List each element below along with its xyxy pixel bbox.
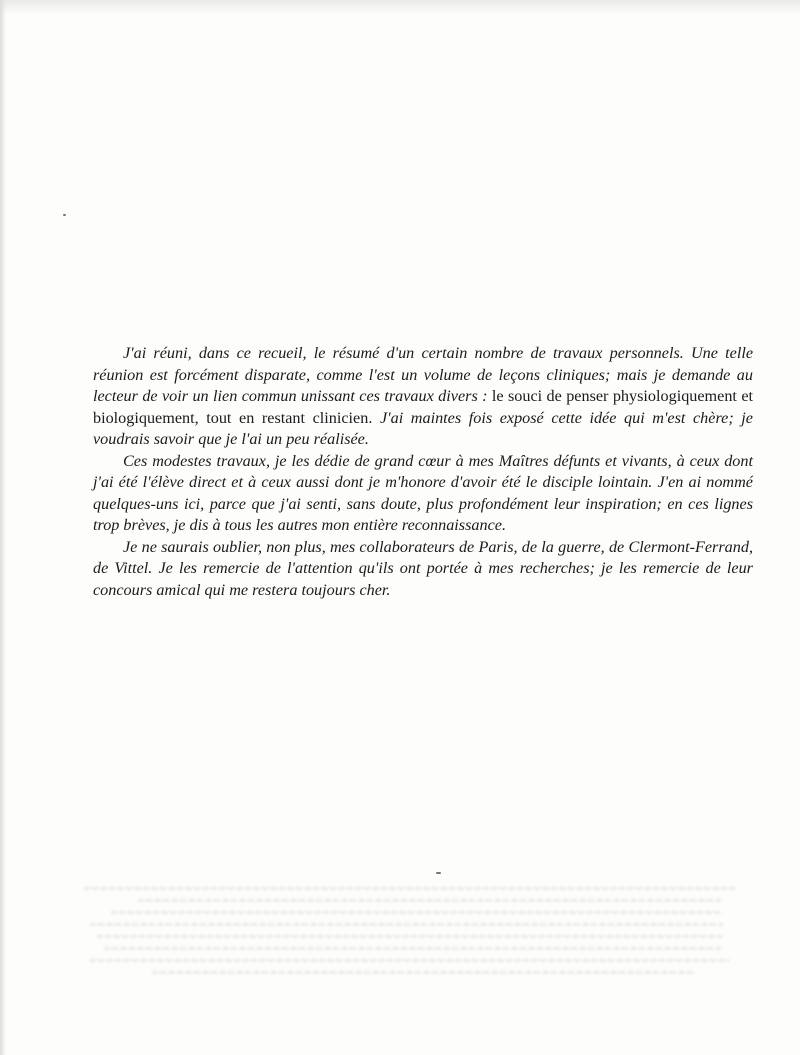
paragraph-2-segment-1: Ces modestes travaux, je les dédie de grand cœur à mes Maîtres défunts et vivants, à ceux dont j'ai été l'élève direct et à ceux aussi dont je m'honore d'avoir été le disciple lointain. J'en ai nommé quelques-uns ici, parce que j'ai senti, sans doute, plus profondément leur inspiration; en ces lignes trop brèves, je dis à tous les autres mon entière reconnaissance. <box>93 451 753 534</box>
paragraph-1-segment-1: J'ai réuni, dans ce recueil, le résumé d'un certain nombre de travaux personnels. Une telle réunion est forcément disparate, comme l'est un volume de leçons cliniques; mais je demande au lecteur de voir un lien commun unissant ces travaux divers : <box>93 344 753 405</box>
paragraph-1-segment-3: J'ai maintes fois exposé cette idée qui m'est chère; je voudrais savoir que je l'ai un peu réalisée. <box>93 408 753 448</box>
paper-speck <box>436 872 441 874</box>
paper-speck <box>63 214 66 216</box>
preface-text <box>93 343 753 601</box>
paragraph-1 <box>93 343 753 451</box>
paragraph-3-segment-1: Je ne saurais oublier, non plus, mes collaborateurs de Paris, de la guerre, de Clermont-Ferrand, de Vittel. Je les remercie de l'attention qu'ils ont portée à mes recherches; je les remercie de leur concours amical qui me restera toujours cher. <box>93 537 753 599</box>
page-top-edge-shadow <box>0 0 800 14</box>
page-left-edge-shadow <box>0 0 6 1055</box>
paragraph-2 <box>93 451 753 537</box>
paragraph-1-segment-2: le souci de penser physiologiquement et biologiquement, tout en restant clinicien. <box>93 387 753 427</box>
paragraph-3 <box>93 537 753 602</box>
show-through-from-reverse-page <box>70 878 750 1006</box>
